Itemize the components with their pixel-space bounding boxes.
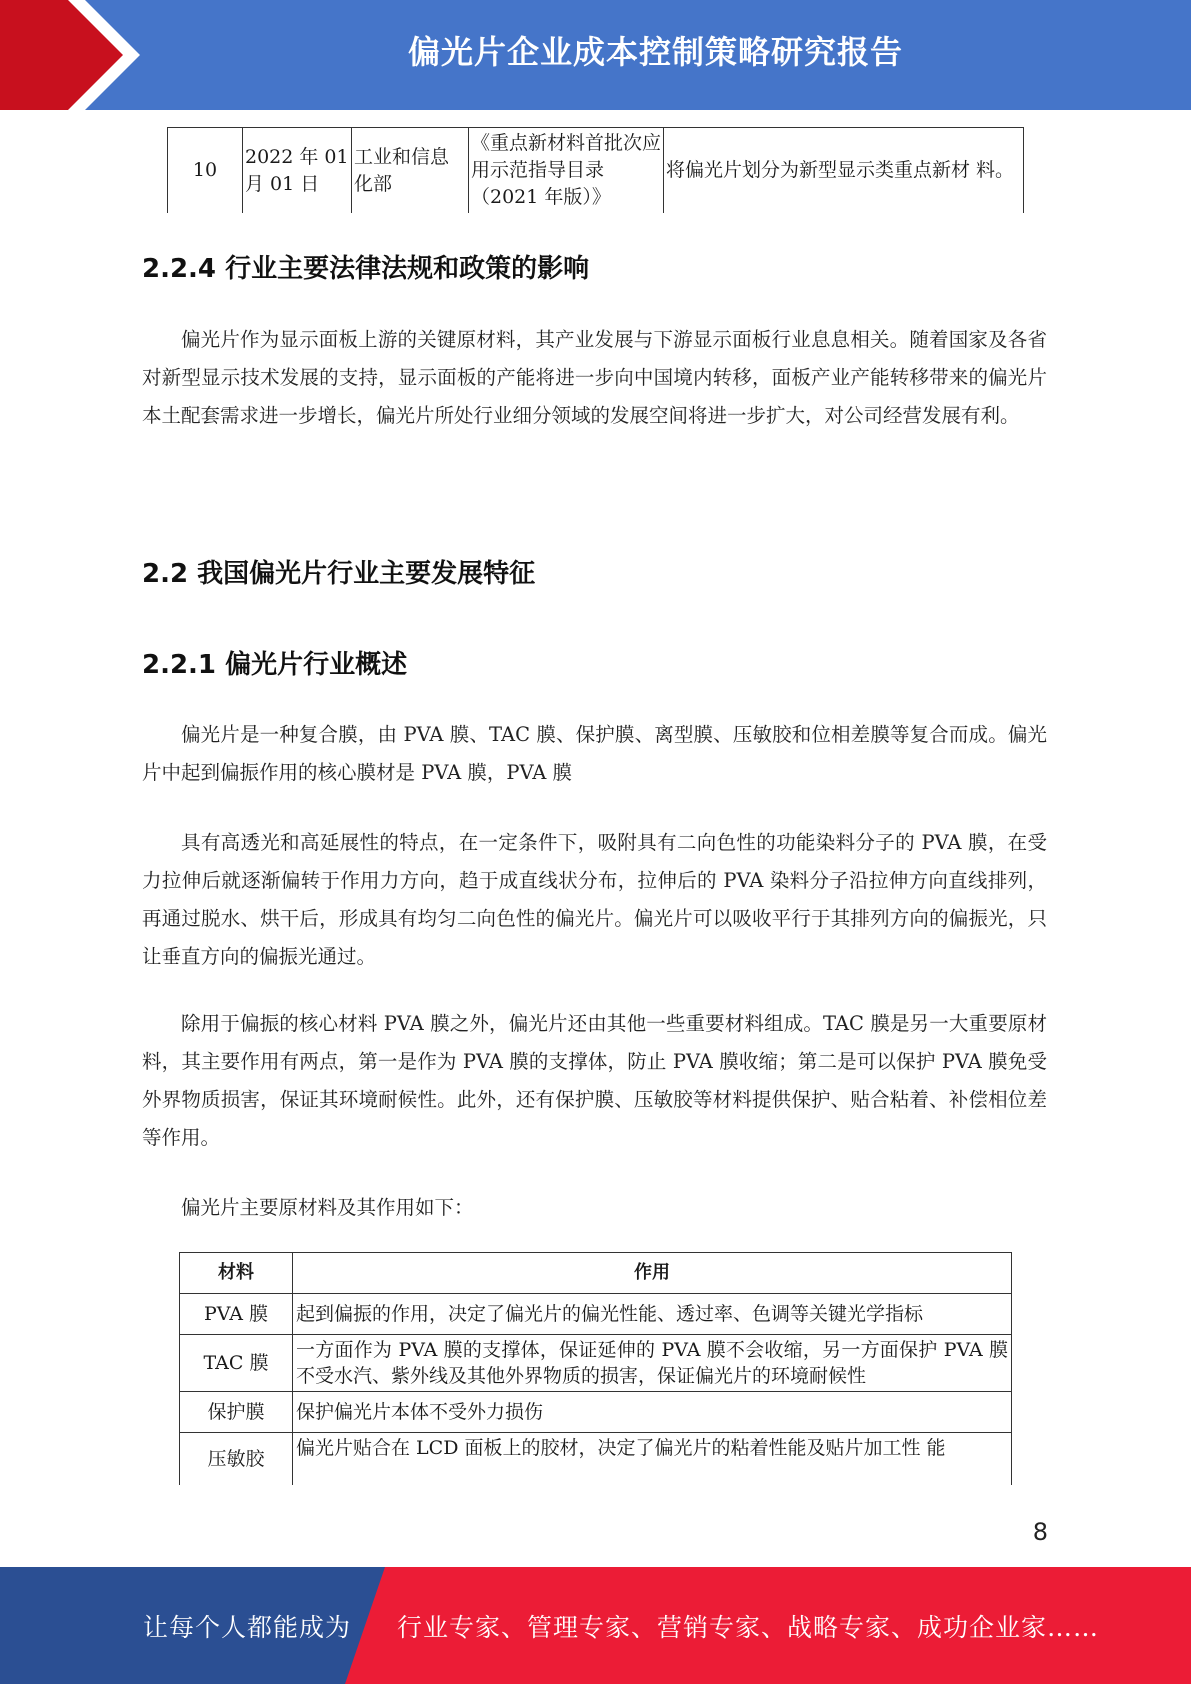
role-cell: 起到偏振的作用，决定了偏光片的偏光性能、透过率、色调等关键光学指标	[293, 1294, 1012, 1335]
policy-row-dept: 工业和信息化部	[352, 128, 469, 214]
role-cell: 偏光片贴合在 LCD 面板上的胶材，决定了偏光片的粘着性能及贴片加工性 能	[293, 1433, 1012, 1486]
table-row	[180, 1335, 1012, 1392]
policy-row-date: 2022 年 01 月 01 日	[243, 128, 352, 214]
table-row	[180, 1433, 1012, 1486]
section-2-2-4-paragraph: 偏光片作为显示面板上游的关键原材料，其产业发展与下游显示面板行业息息相关。随着国家及各省对新型显示技术发展的支持，显示面板的产能将进一步向中国境内转移，面板产业产能转移带来的偏光片本土配套需求进一步增长，偏光片所处行业细分领域的发展空间将进一步扩大，对公司经营发展有利。	[142, 328, 1047, 427]
policy-row-no: 10	[168, 128, 243, 214]
material-cell: 压敏胶	[180, 1433, 293, 1486]
section-2-2-1-paragraph-4: 偏光片主要原材料及其作用如下：	[181, 1196, 474, 1219]
material-cell: 保护膜	[180, 1392, 293, 1433]
policy-row-content: 将偏光片划分为新型显示类重点新材 料。	[664, 128, 1024, 214]
table-header-row	[180, 1253, 1012, 1294]
section-heading-2-2-4: 2.2.4 行业主要法律法规和政策的影响	[142, 254, 590, 284]
policy-table	[167, 127, 1024, 213]
page-footer	[0, 1567, 1191, 1684]
table-row	[180, 1294, 1012, 1335]
page-header-title: 偏光片企业成本控制策略研究报告	[407, 33, 903, 71]
table-row	[180, 1392, 1012, 1433]
material-cell: TAC 膜	[180, 1335, 293, 1392]
role-cell: 一方面作为 PVA 膜的支撑体，保证延伸的 PVA 膜不会收缩，另一方面保护 PVA 膜不受水汽、紫外线及其他外界物质的损害，保证偏光片的环境耐候性	[293, 1335, 1012, 1392]
page-header	[0, 0, 1191, 110]
role-cell: 保护偏光片本体不受外力损伤	[293, 1392, 1012, 1433]
materials-table	[179, 1252, 1012, 1485]
page-number: 8	[1032, 1518, 1048, 1546]
footer-slogan-left: 让每个人都能成为	[143, 1612, 352, 1642]
materials-col-material: 材料	[180, 1253, 293, 1294]
section-2-2-1-paragraph-2: 具有高透光和高延展性的特点，在一定条件下，吸附具有二向色性的功能染料分子的 PVA 膜，在受力拉伸后就逐渐偏转于作用力方向，趋于成直线状分布，拉伸后的 PVA 染料分子沿拉伸方向直线排列，再通过脱水、烘干后，形成具有均匀二向色性的偏光片。偏光片可以吸收平行于其排列方向的偏振光，只让垂直方向的偏振光通过。	[142, 831, 1047, 968]
section-heading-2-2: 2.2 我国偏光片行业主要发展特征	[142, 559, 536, 589]
section-2-2-1-paragraph-1: 偏光片是一种复合膜，由 PVA 膜、TAC 膜、保护膜、离型膜、压敏胶和位相差膜等复合而成。偏光片中起到偏振作用的核心膜材是 PVA 膜，PVA 膜	[142, 723, 1047, 784]
table-row	[168, 128, 1024, 214]
policy-row-doc: 《重点新材料首批次应用示范指导目录（2021 年版）》	[469, 128, 664, 214]
section-heading-2-2-1: 2.2.1 偏光片行业概述	[142, 650, 408, 680]
materials-col-role: 作用	[293, 1253, 1012, 1294]
footer-slogan-right: 行业专家、管理专家、营销专家、战略专家、成功企业家……	[397, 1612, 1100, 1642]
section-2-2-1-paragraph-3: 除用于偏振的核心材料 PVA 膜之外，偏光片还由其他一些重要材料组成。TAC 膜是另一大重要原材料，其主要作用有两点，第一是作为 PVA 膜的支撑体，防止 PVA 膜收缩；第二是可以保护 PVA 膜免受外界物质损害，保证其环境耐候性。此外，还有保护膜、压敏胶等材料提供保护、贴合粘着、补偿相位差等作用。	[142, 1012, 1047, 1149]
material-cell: PVA 膜	[180, 1294, 293, 1335]
